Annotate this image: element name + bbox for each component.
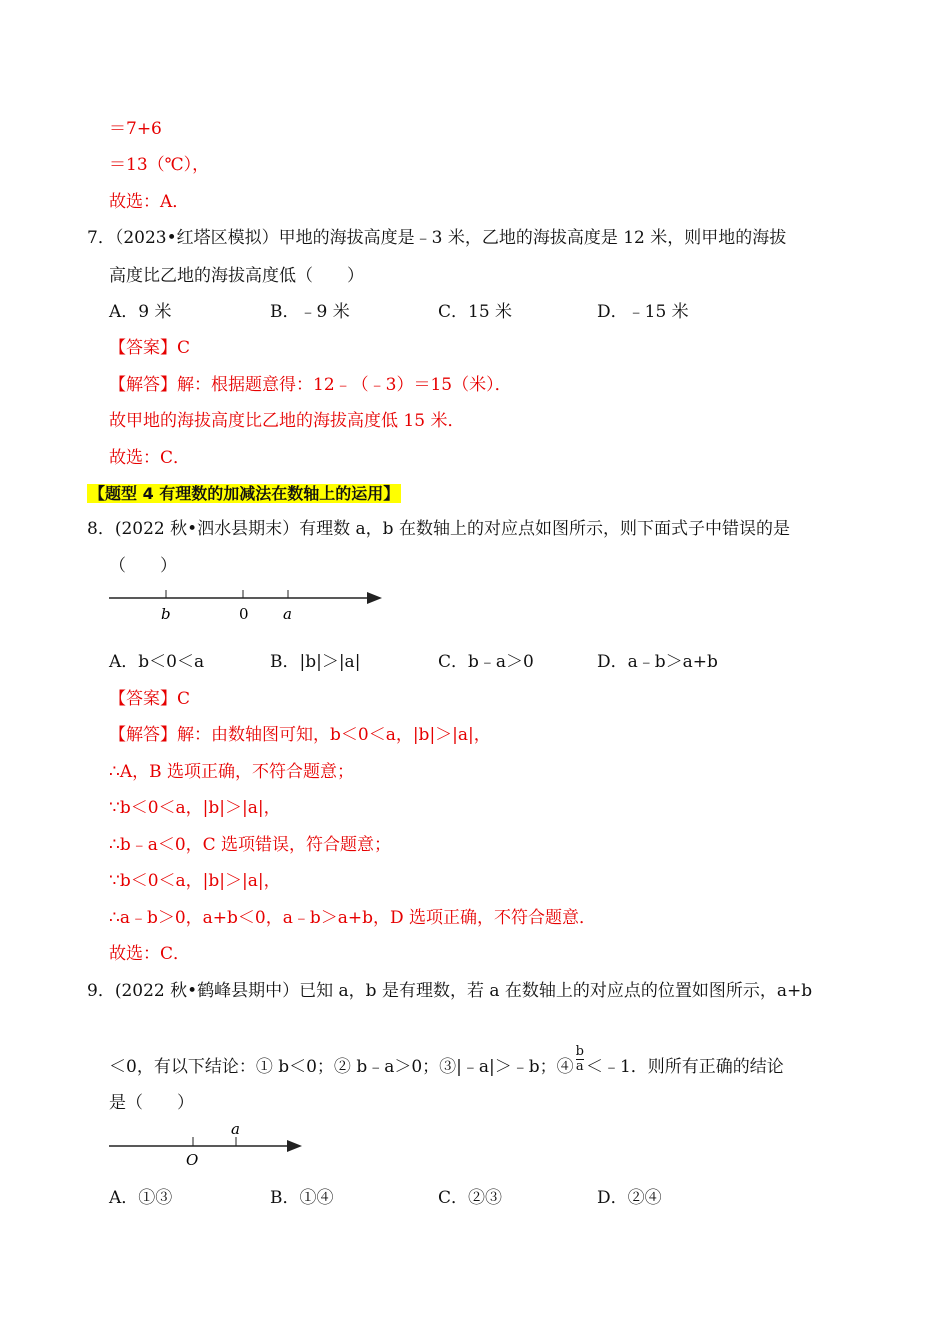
q9-stem-end: 是（ ） [109, 1093, 194, 1113]
fraction-b-over-a [576, 1045, 584, 1074]
q8-solution-6: ∴a﹣b＞0，a+b＜0，a﹣b＞a+b，D 选项正确，不符合题意． [109, 908, 597, 928]
q7-solution-2: 故甲地的海拔高度比乙地的海拔高度低 15 米． [109, 411, 465, 431]
q9-number-line [105, 1120, 310, 1170]
q9-option-d: D．②④ [597, 1188, 662, 1208]
q8-solution-3: ∵b＜0＜a，|b|＞|a|， [109, 798, 281, 818]
q8-number-line [105, 585, 390, 625]
q7-solution-1: 【解答】解：根据题意得：12﹣（﹣3）＝15（米）． [109, 375, 512, 395]
q7-stem-cont: 高度比乙地的海拔高度低（ ） [109, 266, 364, 286]
q8-solution-7: 故选：C． [109, 944, 191, 964]
axis-label-b: b [161, 605, 171, 623]
q9-stem-cont [109, 1044, 784, 1082]
q8-stem: 8．(2022 秋•泗水县期末）有理数 a，b 在数轴上的对应点如图所示，则下面式子中错误的是 [87, 519, 790, 539]
section-heading: 【题型 4 有理数的加减法在数轴上的运用】 [89, 484, 400, 503]
prev-line-2: ＝13（℃）， [109, 155, 210, 175]
q8-solution-4: ∴b﹣a＜0，C 选项错误，符合题意； [109, 835, 392, 855]
q7-option-a: A．9 米 [109, 302, 172, 322]
q7-solution-3: 故选：C． [109, 448, 191, 468]
fraction-numerator: b [575, 1044, 584, 1059]
q8-answer: 【答案】C [109, 689, 191, 709]
fraction-denominator: a [575, 1059, 584, 1074]
q8-solution-5: ∵b＜0＜a，|b|＞|a|， [109, 871, 281, 891]
q8-solution-2: ∴A，B 选项正确，不符合题意； [109, 762, 354, 782]
axis-label-a: a [283, 605, 292, 623]
q9-option-a: A．①③ [109, 1188, 173, 1208]
q8-stem-cont: （ ） [109, 556, 177, 576]
q7-answer: 【答案】C [109, 338, 191, 358]
axis-label-0: 0 [239, 605, 249, 623]
axis-label-a: a [231, 1120, 240, 1138]
q7-stem: 7．（2023•红塔区模拟）甲地的海拔高度是﹣3 米，乙地的海拔高度是 12 米，则甲地的海拔 [87, 228, 787, 248]
q9-option-b: B．①④ [270, 1188, 334, 1208]
q7-option-c: C．15 米 [438, 302, 513, 322]
q8-option-c: C．b﹣a＞0 [438, 652, 534, 672]
prev-line-3: 故选：A． [109, 192, 190, 212]
q8-option-a: A．b＜0＜a [109, 652, 205, 672]
axis-label-origin: O [186, 1151, 199, 1169]
q9-conclusions-end: ＜﹣1．则所有正确的结论 [585, 1057, 784, 1077]
prev-line-1: ＝7+6 [109, 119, 162, 139]
q7-option-d: D．﹣15 米 [597, 302, 689, 322]
q8-option-b: B．|b|＞|a| [270, 652, 361, 672]
q9-option-c: C．②③ [438, 1188, 503, 1208]
q9-conclusions: ＜0，有以下结论：① b＜0；② b﹣a＞0；③|﹣a|＞﹣b；④ [109, 1057, 574, 1077]
q9-stem: 9．(2022 秋•鹤峰县期中）已知 a，b 是有理数，若 a 在数轴上的对应点的位置如图所示，a+b [87, 981, 813, 1001]
q8-option-d: D．a﹣b＞a+b [597, 652, 718, 672]
q7-option-b: B．﹣9 米 [270, 302, 350, 322]
q8-solution-1: 【解答】解：由数轴图可知，b＜0＜a，|b|＞|a|， [109, 725, 491, 745]
